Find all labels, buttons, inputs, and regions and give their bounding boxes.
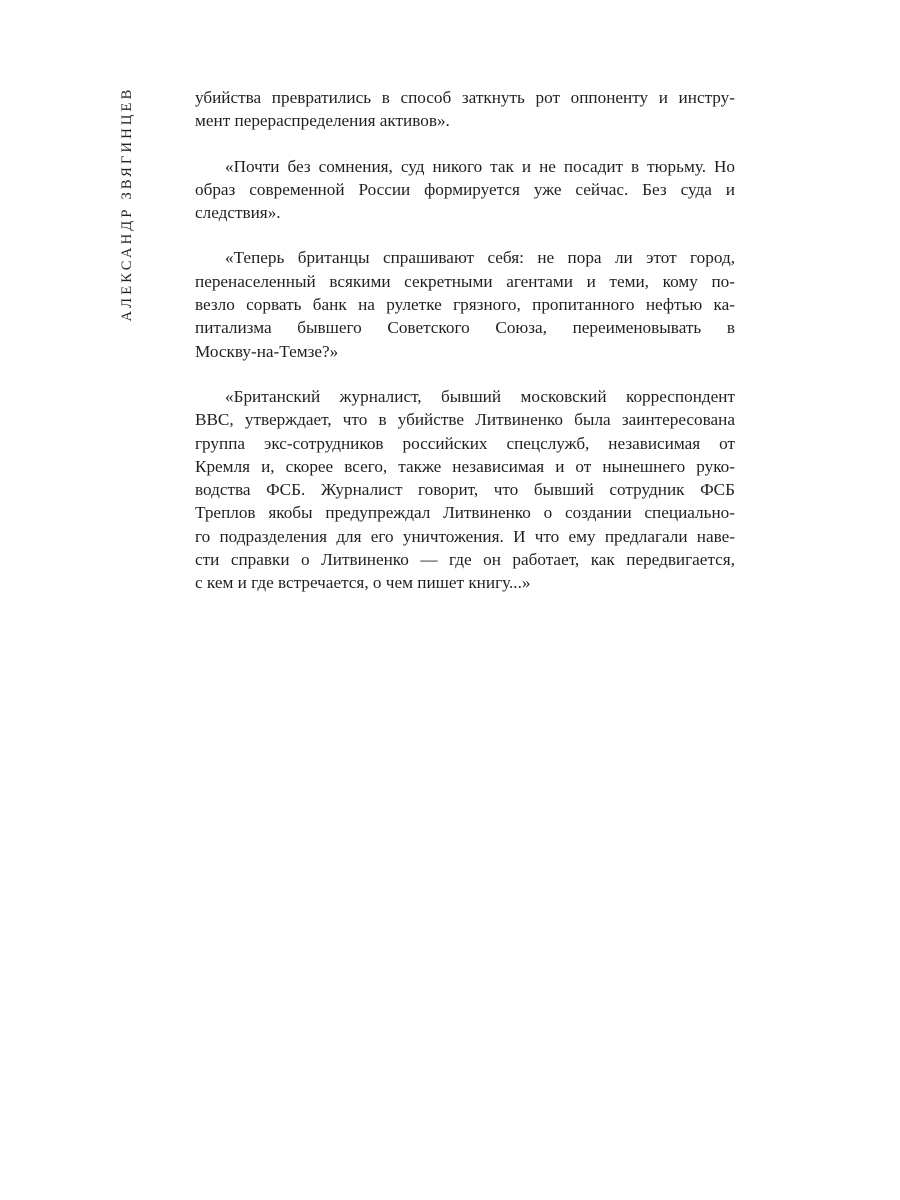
text-line: Треплов якобы предупреждал Литвиненко о создании специально- xyxy=(195,503,735,523)
text-line: следствия». xyxy=(195,203,281,223)
text-line: «Британский журналист, бывший московский корреспондент xyxy=(225,386,735,406)
text-line: сти справки о Литвиненко — где он работает, как передвигается, xyxy=(195,550,735,570)
paragraph xyxy=(195,385,735,595)
paragraph xyxy=(195,246,735,362)
text-line: группа экс-сотрудников российских спецслужб, независимая от xyxy=(195,433,735,453)
text-line: водства ФСБ. Журналист говорит, что бывший сотрудник ФСБ xyxy=(195,480,735,500)
text-line: Москву-на-Темзе?» xyxy=(195,341,339,361)
text-line: образ современной России формируется уже сейчас. Без суда и xyxy=(195,179,735,199)
text-line: Кремля и, скорее всего, также независимая и от нынешнего руко- xyxy=(195,456,735,476)
text-line: везло сорвать банк на рулетке грязного, пропитанного нефтью ка- xyxy=(195,295,735,315)
text-line: убийства превратились в способ заткнуть рот оппоненту и инстру- xyxy=(195,88,735,107)
text-line: мент перераспределения активов». xyxy=(195,111,450,131)
text-line: питализма бывшего Советского Союза, переименовывать в xyxy=(195,318,735,338)
text-line: ВВС, утверждает, что в убийстве Литвиненко была заинтересована xyxy=(195,410,735,430)
text-line: «Почти без сомнения, суд никого так и не посадит в тюрьму. Но xyxy=(225,156,735,176)
text-line: с кем и где встречается, о чем пишет книгу...» xyxy=(195,573,531,593)
paragraph xyxy=(195,86,735,133)
text-line: го подразделения для его уничтожения. И что ему предлагали наве- xyxy=(195,526,735,546)
text-line: перенаселенный всякими секретными агентами и теми, кому по- xyxy=(195,271,735,291)
running-head-author: АЛЕКСАНДР ЗВЯГИНЦЕВ xyxy=(118,86,135,322)
text-line: «Теперь британцы спрашивают себя: не пора ли этот город, xyxy=(225,248,735,268)
paragraph xyxy=(195,155,735,225)
body-text xyxy=(195,86,735,617)
